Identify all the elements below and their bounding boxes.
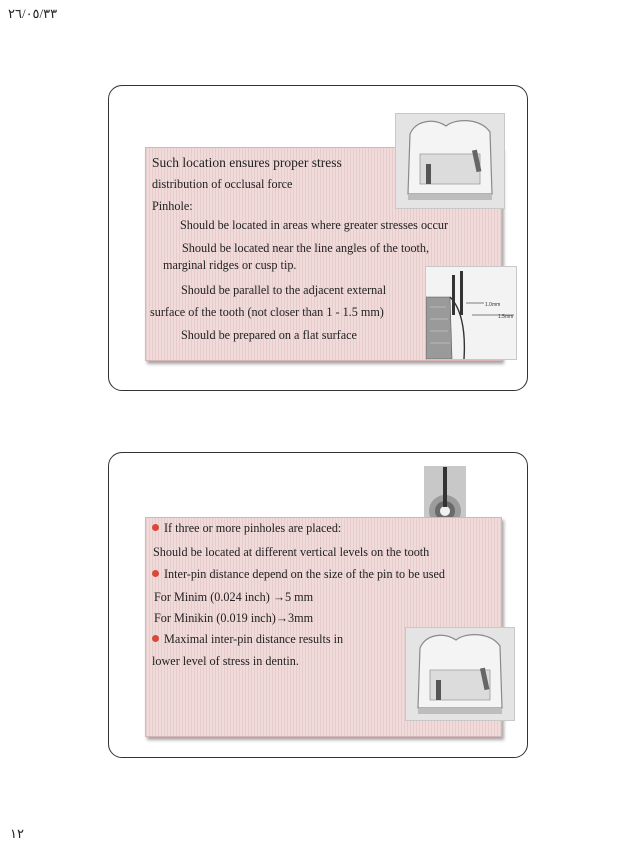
- label-1mm: 1.0mm: [485, 302, 501, 308]
- page-date: ٢٦/٠٥/٣٣: [8, 6, 58, 21]
- bullet-icon: [152, 524, 159, 531]
- slide-2-bullet-2: [152, 567, 445, 582]
- slide-1-line-7: surface of the tooth (not closer than 1 - 1.5 mm): [150, 305, 384, 319]
- tooth-pins-image-2: [405, 627, 515, 721]
- bullet-icon: [152, 570, 159, 577]
- slide-1-line-2: Pinhole:: [152, 199, 193, 213]
- slide-1-line-5: marginal ridges or cusp tip.: [163, 258, 297, 272]
- slide-2-bullet-3: [152, 632, 343, 647]
- slide-1-line-8: Should be prepared on a flat surface: [181, 328, 357, 342]
- slide-2-line-5: For Minikin (0.019 inch)→3mm: [154, 611, 314, 625]
- pin-distance-illustration: [426, 267, 516, 359]
- tooth-pins-illustration-1: [396, 114, 504, 208]
- slide-1-line-6: Should be parallel to the adjacent external: [181, 283, 387, 297]
- page-number: ١٢: [10, 826, 24, 841]
- slide-1-line-4: Should be located near the line angles of the tooth,: [182, 241, 430, 255]
- bullet-icon: [152, 635, 159, 642]
- slide-2-line-6: Maximal inter-pin distance results in: [164, 632, 344, 646]
- tooth-pins-illustration-2: [406, 628, 514, 720]
- slide-2-line-4: For Minim (0.024 inch) →5 mm: [154, 590, 314, 604]
- slide-2-bullet-1: [152, 521, 341, 536]
- slide-2-line-2: Should be located at different vertical levels on the tooth: [153, 545, 430, 559]
- tooth-pins-image-1: [395, 113, 505, 209]
- slide-1-line-1: distribution of occlusal force: [152, 177, 293, 191]
- pin-distance-diagram: [425, 266, 517, 360]
- slide-1-heading: Such location ensures proper stress: [152, 155, 342, 170]
- slide-2-line-3: Inter-pin distance depend on the size of the pin to be used: [164, 567, 445, 581]
- label-1-5mm: 1.5mm: [498, 314, 514, 320]
- slide-2-line-7: lower level of stress in dentin.: [152, 654, 299, 668]
- slide-1-line-3: Should be located in areas where greater stresses occur: [180, 218, 449, 232]
- slide-2-line-1: If three or more pinholes are placed:: [164, 521, 342, 535]
